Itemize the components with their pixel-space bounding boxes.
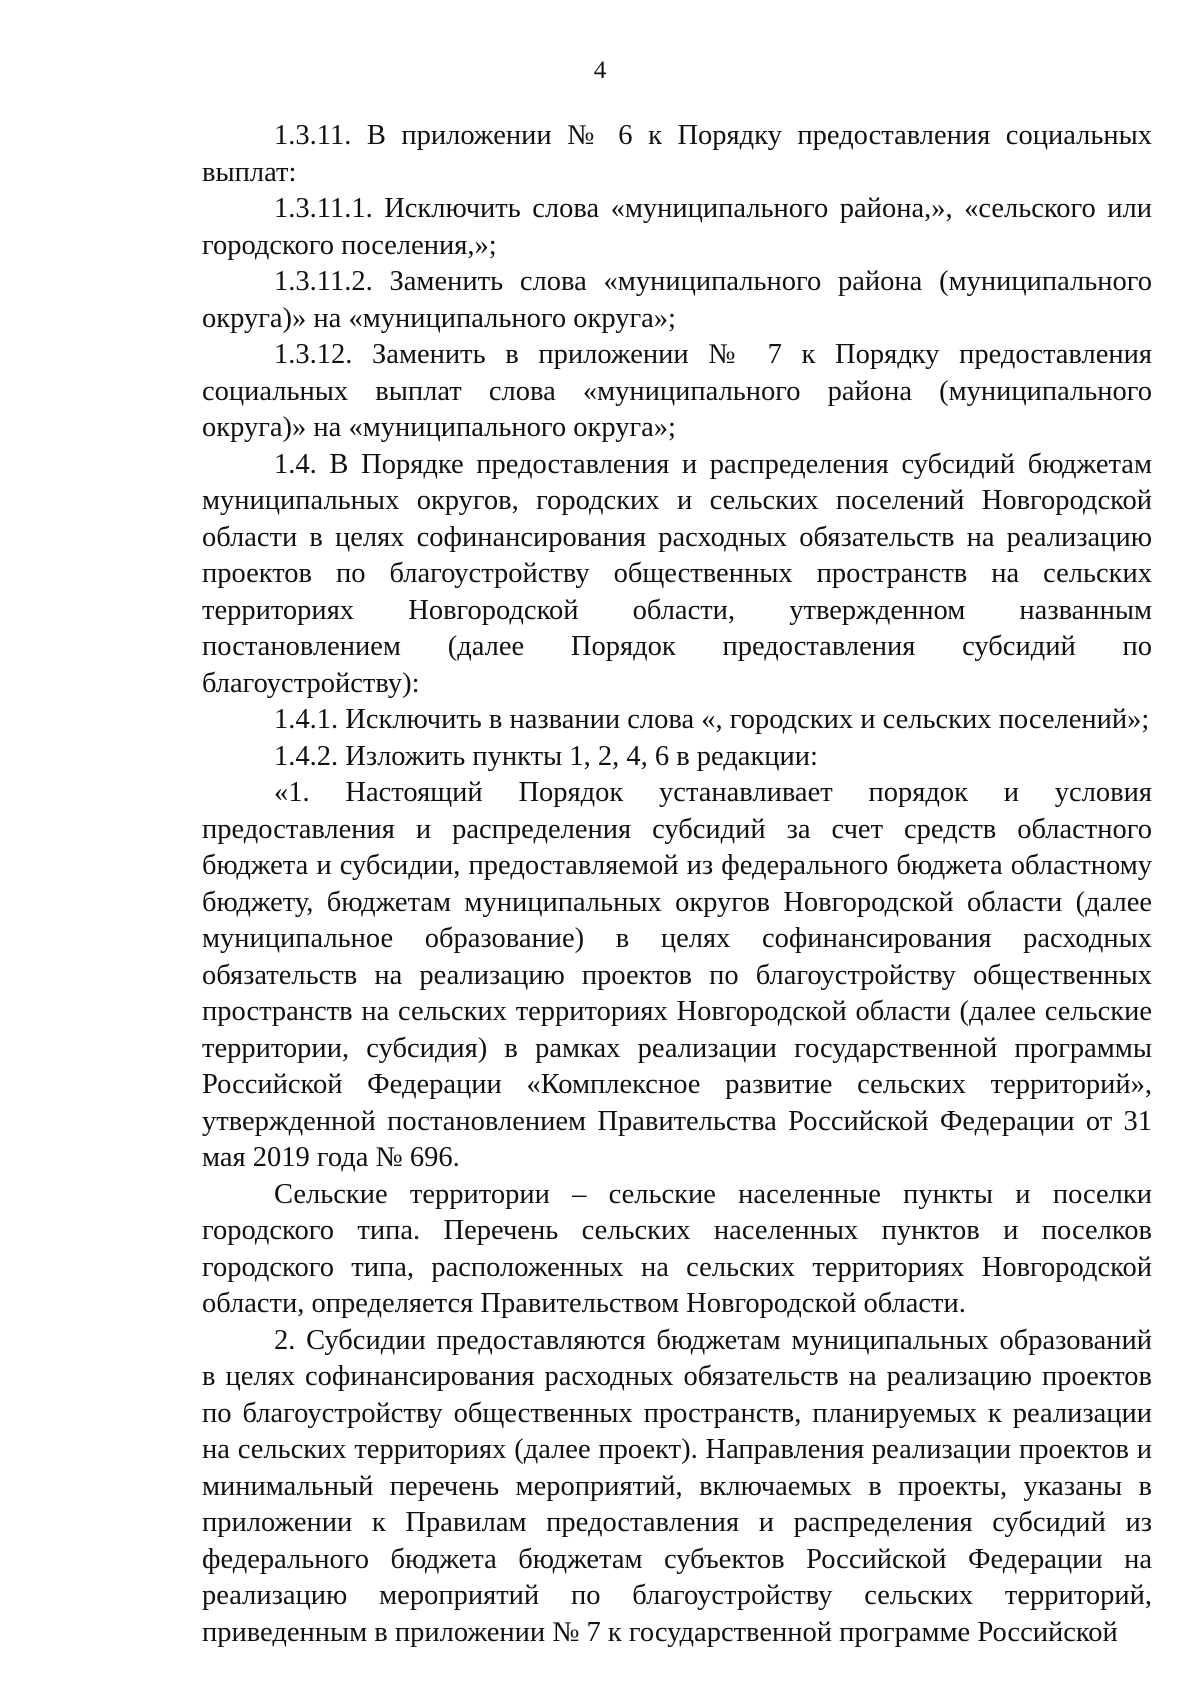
- paragraph-1-3-11-1: 1.3.11.1. Исключить слова «муниципального района,», «сельского или городского поселения,»;: [202, 193, 1152, 261]
- paragraph-point-1: «1. Настоящий Порядок устанавливает порядок и условия предоставления и распределения субсидий за счет средств областного бюджета и субсидии, предоставляемой из федерального бюджета областному бюджету, бюджетам муниципальных округов Новгородской области (далее муниципальное образование) в целях софинансирования расходных обязательств на реализацию проектов по благоустройству общественных пространств на сельских территориях Новгородской области (далее сельские территории, субсидия) в рамках реализации государственной программы Российской Федерации «Комплексное развитие сельских территорий», утвержденной постановлением Правительства Российской Федерации от 31 мая 2019 года № 696.: [202, 777, 1152, 1173]
- paragraph-1-3-11-2: 1.3.11.2. Заменить слова «муниципального района (муниципального округа)» на «муниципального округа»;: [202, 266, 1152, 334]
- paragraph-1-4-1: 1.4.1. Исключить в названии слова «, городских и сельских поселений»;: [274, 704, 1150, 735]
- paragraph-1-3-11: 1.3.11. В приложении № 6 к Порядку предоставления социальных выплат:: [202, 120, 1152, 188]
- document-body: [202, 118, 1152, 1651]
- paragraph-rural-territories: Сельские территории – сельские населенные пункты и поселки городского типа. Перечень сельских населенных пунктов и поселков городского типа, расположенных на сельских территориях Новгородской области, определяется Правительством Новгородской области.: [202, 1178, 1152, 1319]
- paragraph-1-3-12: 1.3.12. Заменить в приложении № 7 к Порядку предоставления социальных выплат слова «муниципального района (муниципального округа)» на «муниципального округа»;: [202, 339, 1152, 443]
- paragraph-point-2: 2. Субсидии предоставляются бюджетам муниципальных образований в целях софинансирования расходных обязательств на реализацию проектов по благоустройству общественных пространств, планируемых к реализации на сельских территориях (далее проект). Направления реализации проектов и минимальный перечень мероприятий, включаемых в проекты, указаны в приложении к Правилам предоставления и распределения субсидий из федерального бюджета бюджетам субъектов Российской Федерации на реализацию мероприятий по благоустройству сельских территорий, приведенным в приложении № 7 к государственной программе Российской: [202, 1324, 1152, 1648]
- paragraph-1-4: 1.4. В Порядке предоставления и распределения субсидий бюджетам муниципальных округов, городских и сельских поселений Новгородской области в целях софинансирования расходных обязательств на реализацию проектов по благоустройству общественных пространств на сельских территориях Новгородской области, утвержденном названным постановлением (далее Порядок предоставления субсидий по благоустройству):: [202, 448, 1152, 699]
- paragraph-1-4-2: 1.4.2. Изложить пункты 1, 2, 4, 6 в редакции:: [274, 740, 818, 772]
- page-number: 4: [593, 57, 607, 84]
